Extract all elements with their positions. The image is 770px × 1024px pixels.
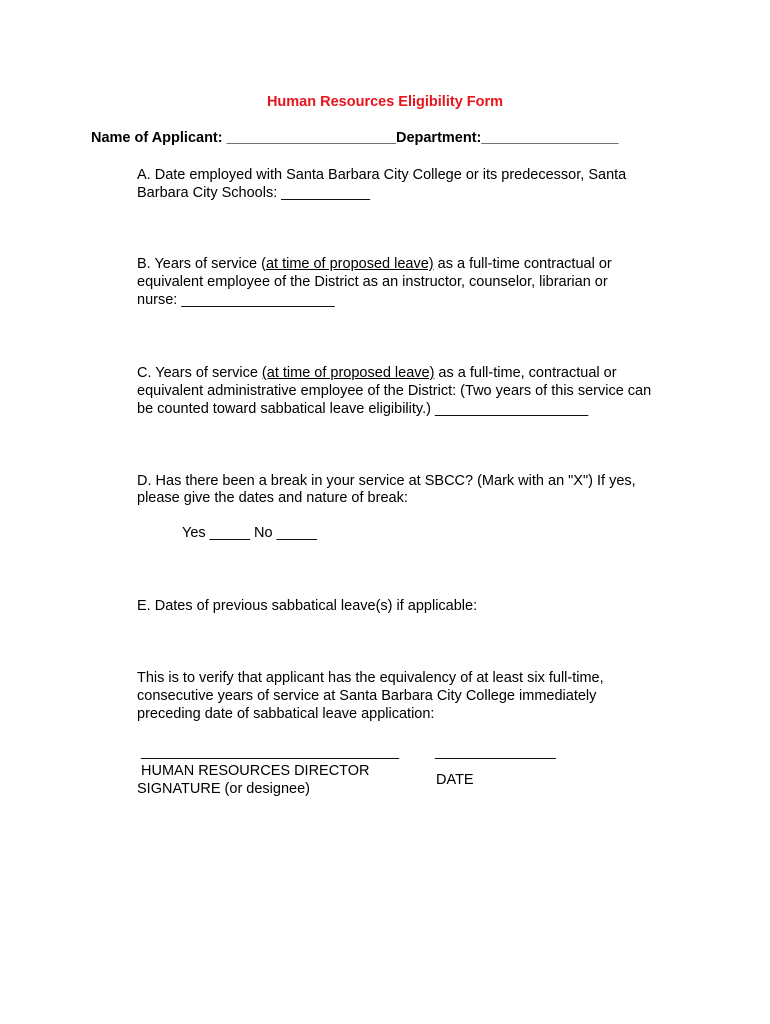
section-b-line2: equivalent employee of the District as an instructor, counselor, librarian or xyxy=(137,274,608,290)
applicant-name-field xyxy=(91,130,618,148)
section-c-line3: be counted toward sabbatical leave eligibility.) ___________________ xyxy=(137,401,589,417)
section-d-line1: D. Has there been a break in your service at SBCC? (Mark with an "X") If yes, xyxy=(137,473,636,489)
verification-line1: This is to verify that applicant has the equivalency of at least six full-time, xyxy=(137,670,604,686)
section-e-line1: E. Dates of previous sabbatical leave(s) if applicable: xyxy=(137,598,478,614)
applicant-name-label: Name of Applicant: _____________________ xyxy=(91,130,396,146)
form-title: Human Resources Eligibility Form xyxy=(266,94,504,110)
section-c-underlined: (at time of proposed leave) xyxy=(261,365,435,381)
section-c-line2: equivalent administrative employee of the District: (Two years of this service can xyxy=(137,383,652,399)
date-label: DATE xyxy=(436,772,474,788)
signature-label-line1: HUMAN RESOURCES DIRECTOR xyxy=(141,763,370,779)
department-label: Department:_________________ xyxy=(395,130,619,146)
section-c-suffix: as a full-time, contractual or xyxy=(434,365,617,381)
section-b-suffix: as a full-time contractual or xyxy=(433,256,612,272)
section-d-line2: please give the dates and nature of break: xyxy=(137,490,408,506)
section-a-line2: Barbara City Schools: ___________ xyxy=(137,185,370,201)
signature-label-line2: SIGNATURE (or designee) xyxy=(137,781,310,797)
section-b-line1 xyxy=(137,256,612,274)
date-line: _______________ xyxy=(435,744,556,760)
section-b-prefix: B. Years of service ( xyxy=(137,256,266,272)
verification-line3: preceding date of sabbatical leave application: xyxy=(137,706,435,722)
section-b-line3: nurse: ___________________ xyxy=(137,292,335,308)
section-d-yes-no: Yes _____ No _____ xyxy=(182,525,317,541)
section-c-line1 xyxy=(137,365,617,383)
section-a-line1: A. Date employed with Santa Barbara City College or its predecessor, Santa xyxy=(137,167,627,183)
section-b-underlined: at time of proposed leave) xyxy=(265,256,434,272)
verification-line2: consecutive years of service at Santa Barbara City College immediately xyxy=(137,688,597,704)
signature-line: ________________________________ xyxy=(141,744,400,760)
section-c-prefix: C. Years of service xyxy=(137,365,262,381)
